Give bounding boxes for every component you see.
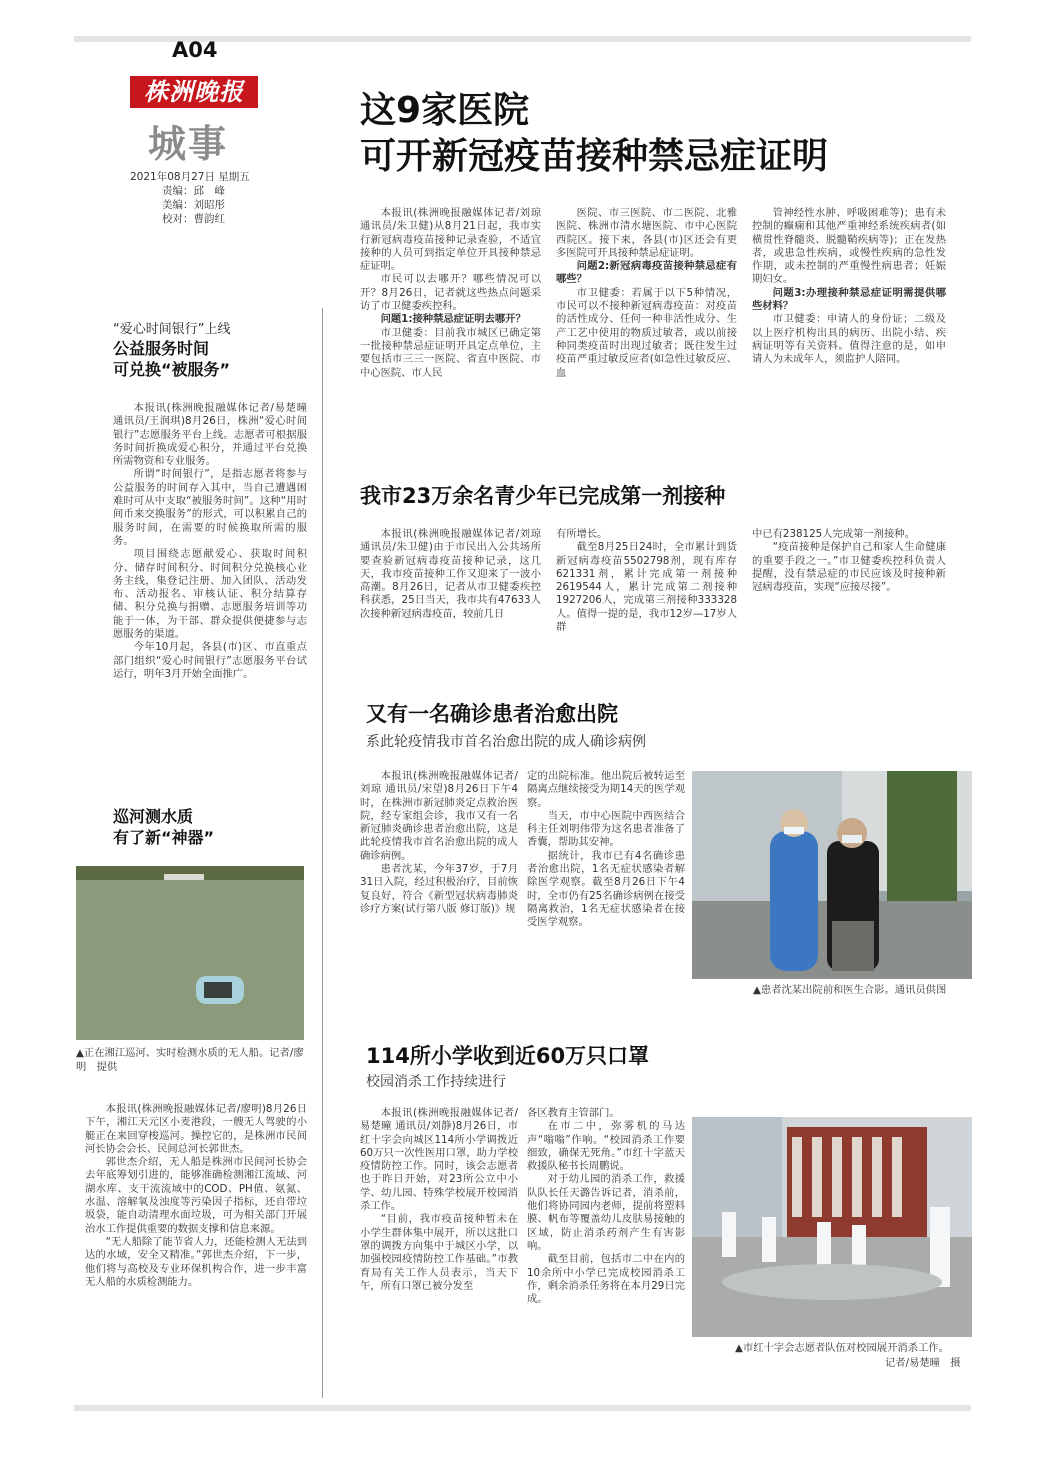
paragraph: 郭世杰介绍，无人船是株洲市民间河长协会去年底筹划引进的，能够准确检测湘江流域、河湖水库、支干流流域中的COD、PH值、氨氮、水温、溶解氧及浊度等污染因子指标，还自带垃圾袋，能自动清理水面垃圾，可为相关部门开展治水工作提供重要的数据支撑和信息来源。 bbox=[85, 1156, 307, 1235]
paragraph: 定的出院标准。他出院后被转运至隔离点继续接受为期14天的医学观察。 bbox=[527, 770, 685, 809]
story3-photo-caption: ▲患者沈某出院前和医生合影。通讯员供图 bbox=[753, 984, 947, 996]
side1-body bbox=[113, 402, 307, 764]
side2-headline-line1: 巡河测水质 bbox=[113, 807, 194, 826]
side2-photo-caption: ▲正在湘江巡河、实时检测水质的无人船。记者/廖明 提供 bbox=[76, 1047, 304, 1073]
lead-headline-line1: 这9家医院 bbox=[360, 90, 530, 131]
proofreader-credit: 校对：曹韵红 bbox=[162, 213, 225, 225]
lead-col-3 bbox=[752, 207, 946, 439]
paragraph: 所谓“时间银行”，是指志愿者将参与公益服务的时间存入其中，当自己遭遇困难时可从中支取“被服务时间”。这种“用时间币来交换服务”的形式，可以积累自己的服务时间，在需要的时候换取所需的服务。 bbox=[113, 468, 307, 547]
story4-subtitle: 校园消杀工作持续进行 bbox=[366, 1074, 506, 1090]
section-title: 城事 bbox=[148, 121, 229, 166]
paragraph: 本报讯(株洲晚报融媒体记者/易楚曈 通讯员/王润琪)8月26日，株洲“爱心时间银行”志愿服务平台上线。志愿者可根据服务时间折换成爱心积分，并通过平台兑换所需物资和专业服务。 bbox=[113, 402, 307, 468]
paragraph: 患者沈某，今年37岁，于7月31日入院，经过积极治疗，目前恢复良好，符合《新型冠状病毒肺炎诊疗方案(试行第八版 修订版)》规 bbox=[360, 863, 518, 915]
photo-illustration bbox=[692, 771, 972, 979]
paragraph: 项目围绕志愿献爱心、获取时间积分、储存时间积分、时间积分兑换核心业务主线，集登记注册、加入团队、活动发布、活动报名、审核认证、积分结算存储、积分兑换与捐赠、志愿服务培训等功能于一体，为干部、群众提供便捷参与志愿服务的渠道。 bbox=[113, 548, 307, 641]
story4-photo-caption-2: 记者/易楚曈 摄 bbox=[885, 1357, 961, 1369]
paragraph: “目前，我市疫苗接种暂未在小学生群体集中展开，所以这批口罩的调拨方向集中于城区小学，以加强校园疫情防控工作基础。”市教育局有关工作人员表示，当天下午，所有口罩已被分发至 bbox=[360, 1213, 518, 1292]
paragraph: 截至目前，包括市二中在内的10余所中小学已完成校园消杀工作，剩余消杀任务将在本月29日完成。 bbox=[527, 1253, 685, 1306]
paragraph: 市卫健委：目前我市城区已确定第一批接种禁忌症证明开具定点单位，主要包括市三三一医院、省直中医院、市中心医院、市人民 bbox=[360, 326, 541, 379]
paragraph: 本报讯(株洲晚报融媒体记者/刘琼 通讯员/宋望)8月26日下午4时，在株洲市新冠肺炎定点救治医院，经专家组会诊，我市又有一名新冠肺炎确诊患者治愈出院，这是此轮疫情我市首名治愈出院的成人确诊病例。 bbox=[360, 770, 518, 862]
paragraph: 中已有238125人完成第一剂接种。 bbox=[752, 528, 915, 540]
date-line: 2021年08月27日 星期五 bbox=[130, 171, 250, 183]
story2-col-2 bbox=[556, 528, 737, 668]
paragraph: 当天，市中心医院中西医结合科主任刘明伟带为这名患者准备了香囊，帮助其安神。 bbox=[527, 809, 685, 849]
story2-headline: 我市23万余名青少年已完成第一剂接种 bbox=[360, 484, 726, 508]
side1-headline-line2: 可兑换“被服务” bbox=[113, 360, 231, 379]
paragraph: 市卫健委：若属于以下5种情况，市民可以不接种新冠病毒疫苗：对疫苗的活性成分、任何一种非活性成分、生产工艺中使用的物质过敏者，或以前接种同类疫苗时出现过敏者；既往发生过疫苗严重过敏反应者(如急性过敏反应、血 bbox=[556, 286, 737, 379]
story2-col-1 bbox=[360, 528, 541, 668]
paragraph: “无人船除了能节省人力，还能检测人无法到达的水域，安全又精准。”郭世杰介绍，下一步，他们将与高校及专业环保机构合作，进一步丰富无人船的水质检测能力。 bbox=[85, 1235, 307, 1288]
side2-headline bbox=[113, 806, 214, 848]
question-heading: 问题1:接种禁忌症证明去哪开？ bbox=[380, 313, 526, 326]
paragraph: 据统计，我市已有4名确诊患者治愈出院，1名无症状感染者解除医学观察。截至8月26日下午4时，全市仍有25名确诊病例在接受隔离救治，1名无症状感染者在接受医学观察。 bbox=[527, 849, 685, 929]
paragraph: 截至8月25日24时，全市累计到货新冠病毒疫苗5502798剂，现有库存621331剂，累计完成第一剂接种2619544人，累计完成第二剂接种1927206人，完成第三剂接种333328人。值得一提的是，我市12岁—17岁人群 bbox=[556, 541, 737, 634]
story4-col-2 bbox=[527, 1107, 685, 1393]
paragraph: 今年10月起，各县(市)区、市直重点部门组织“爱心时间银行”志愿服务平台试运行，明年3月开始全面推广。 bbox=[113, 641, 307, 680]
story3-subtitle: 系此轮疫情我市首名治愈出院的成人确诊病例 bbox=[366, 734, 646, 750]
bottom-rule bbox=[74, 1405, 971, 1411]
story4-photo-caption-1: ▲市红十字会志愿者队伍对校园展开消杀工作。 bbox=[735, 1342, 949, 1354]
photo-illustration bbox=[692, 1117, 972, 1337]
side1-kicker: “爱心时间银行”上线 bbox=[113, 322, 231, 337]
page-number: A04 bbox=[172, 38, 218, 62]
side2-headline-line2: 有了新“神器” bbox=[113, 828, 215, 847]
lead-col-1 bbox=[360, 207, 541, 439]
patient-discharge-photo bbox=[692, 771, 972, 979]
paragraph: 各区教育主管部门。 bbox=[527, 1107, 620, 1119]
question-heading: 问题2:新冠病毒疫苗接种禁忌症有哪些？ bbox=[556, 260, 737, 286]
paragraph: 在市二中，弥雾机的马达声“嗡嗡”作响。“校园消杀工作要细致，确保无死角。”市红十字蓝天救援队秘书长周鹏说。 bbox=[527, 1120, 685, 1173]
column-divider bbox=[322, 308, 323, 1398]
paragraph: 本报讯(株洲晚报融媒体记者/廖明)8月26日下午，湘江天元区小麦港段，一艘无人驾驶的小艇正在来回穿梭巡河。操控它的，是株洲市民间河长协会会长、民间总河长郭世杰。 bbox=[85, 1103, 307, 1155]
paragraph: 本报讯(株洲晚报融媒体记者/刘琼 通讯员/朱卫健)从8月21日起，我市实行新冠病毒疫苗接种记录查验，不适宜接种的人员可到指定单位开具接种禁忌症证明。 bbox=[360, 207, 541, 273]
story4-headline: 114所小学收到近60万只口罩 bbox=[366, 1044, 650, 1068]
lead-headline bbox=[360, 88, 828, 180]
paragraph: 本报讯(株洲晚报融媒体记者/刘琼 通讯员/朱卫健)由于市民出入公共场所要查验新冠病毒疫苗接种记录，这几天，我市疫苗接种工作又迎来了一波小高潮。8月26日，记者从市卫健委疾控科获悉，25日当天，我市共有47633人次接种新冠病毒疫苗，较前几日 bbox=[360, 528, 541, 620]
paragraph: 对于幼儿园的消杀工作，救援队队长任天潞告诉记者，消杀前，他们将协同园内老师，提前将塑料膜、帆布等覆盖幼儿皮肤易接触的区域，防止消杀药剂产生有害影响。 bbox=[527, 1173, 685, 1252]
disinfection-photo bbox=[692, 1117, 972, 1337]
paragraph: “疫苗接种是保护自己和家人生命健康的重要手段之一。”市卫健委疾控科负责人提醒，没有禁忌症的市民应该及时接种新冠病毒疫苗，实现“应接尽接”。 bbox=[752, 541, 946, 594]
story3-col-2 bbox=[527, 770, 685, 996]
story4-col-1 bbox=[360, 1107, 518, 1393]
story2-col-3 bbox=[752, 528, 946, 668]
paragraph: 医院、市三医院、市二医院、北雅医院、株洲市清水塘医院、市中心医院西院区。接下来，各县(市)区还会有更多医院可开具接种禁忌症证明。 bbox=[556, 207, 737, 259]
story3-col-1 bbox=[360, 770, 518, 996]
paragraph: 有所增长。 bbox=[556, 528, 608, 540]
paragraph: 本报讯(株洲晚报融媒体记者/易楚曈 通讯员/刘静)8月26日，市红十字会向城区114所小学调拨近60万只一次性医用口罩，助力学校疫情防控工作。同时，该会志愿者也于昨日开始，对23所公立中小学、幼儿园、特殊学校展开校园消杀工作。 bbox=[360, 1107, 518, 1213]
editor-credit: 责编：邱 峰 bbox=[162, 185, 225, 197]
designer-credit: 美编：刘昭彤 bbox=[162, 199, 225, 211]
drone-boat-photo bbox=[76, 866, 304, 1040]
side1-headline bbox=[113, 338, 230, 380]
side1-headline-line1: 公益服务时间 bbox=[113, 339, 210, 358]
question-heading: 问题3:办理接种禁忌症证明需提供哪些材料？ bbox=[752, 286, 946, 313]
masthead-logo: 株洲晚报 bbox=[130, 76, 258, 108]
paragraph: 市民可以去哪开？哪些情况可以开？8月26日，记者就这些热点问题采访了市卫健委疾控科。 bbox=[360, 273, 541, 313]
story3-headline: 又有一名确诊患者治愈出院 bbox=[366, 702, 618, 726]
side2-body bbox=[85, 1103, 307, 1395]
lead-col-2 bbox=[556, 207, 737, 439]
edition-meta bbox=[130, 170, 280, 226]
photo-illustration bbox=[76, 866, 304, 1040]
paragraph: 管神经性水肿、呼吸困难等)；患有未控制的癫痫和其他严重神经系统疾病者(如横贯性脊髓炎、脱髓鞘疾病等)；正在发热者，或患急性疾病，或慢性疾病的急性发作期，或未控制的严重慢性病患者；妊娠期妇女。 bbox=[752, 207, 946, 286]
paragraph: 市卫健委：申请人的身份证；二级及以上医疗机构出具的病历、出院小结、疾病证明等有关资料。值得注意的是，如申请人为未成年人，须监护人陪同。 bbox=[752, 313, 946, 366]
lead-headline-line2: 可开新冠疫苗接种禁忌症证明 bbox=[360, 136, 829, 177]
